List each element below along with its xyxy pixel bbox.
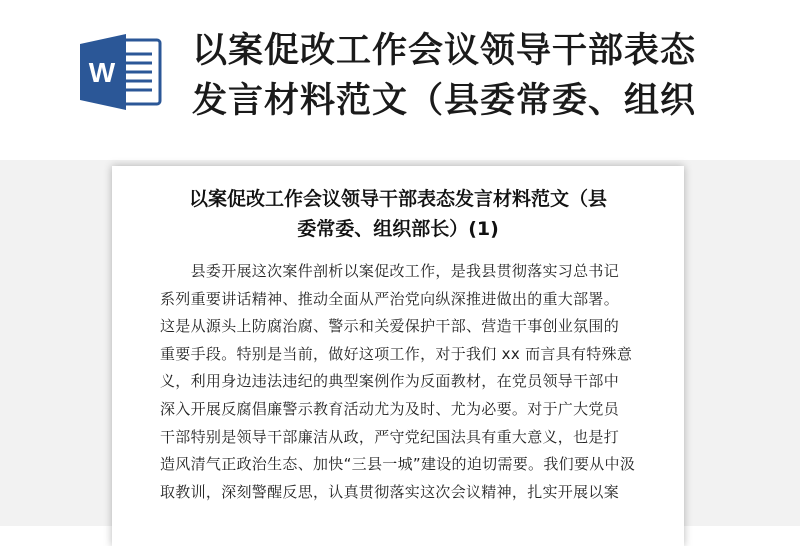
logo-letter: W: [88, 57, 116, 88]
body-line: 义，利用身边违法违纪的典型案例作为反面教材，在党员领导干部中: [160, 372, 620, 391]
body-line: 取教训，深刻警醒反思，认真贯彻落实这次会议精神，扎实开展以案: [160, 482, 620, 501]
document-body: [160, 258, 640, 506]
body-line: 县委开展这次案件剖析以案促改工作，是我县贯彻落实习总书记: [160, 262, 620, 280]
page-title: [192, 26, 792, 126]
document-title-line: 委常委、组织部长）(1): [297, 218, 499, 240]
body-line: 深入开展反腐倡廉警示教育活动尤为及时、尤为必要。对于广大党员: [160, 399, 620, 418]
header: [0, 0, 800, 160]
body-line: 这是从源头上防腐治腐、警示和关爱保护干部、营造干事创业氛围的: [160, 317, 620, 336]
document-title-line: 以案促改工作会议领导干部表态发言材料范文（县: [188, 188, 607, 210]
body-line: 造风清气正政治生态、加快“三县一城”建设的迫切需要。我们要从中汲: [160, 455, 636, 474]
body-line: 系列重要讲话精神、推动全面从严治党向纵深推进做出的重大部署。: [160, 289, 620, 308]
document-title: [152, 184, 644, 244]
page-title-line: 以案促改工作会议领导干部表态: [192, 31, 697, 71]
body-line: 重要手段。特别是当前，做好这项工作，对于我们 xx 而言具有特殊意: [160, 344, 633, 363]
page-title-line: 发言材料范文（县委常委、组织: [192, 81, 697, 121]
document-page: [112, 166, 684, 546]
word-document-icon: [78, 32, 164, 112]
body-line: 干部特别是领导干部廉洁从政，严守党纪国法具有重大意义，也是打: [160, 427, 620, 446]
